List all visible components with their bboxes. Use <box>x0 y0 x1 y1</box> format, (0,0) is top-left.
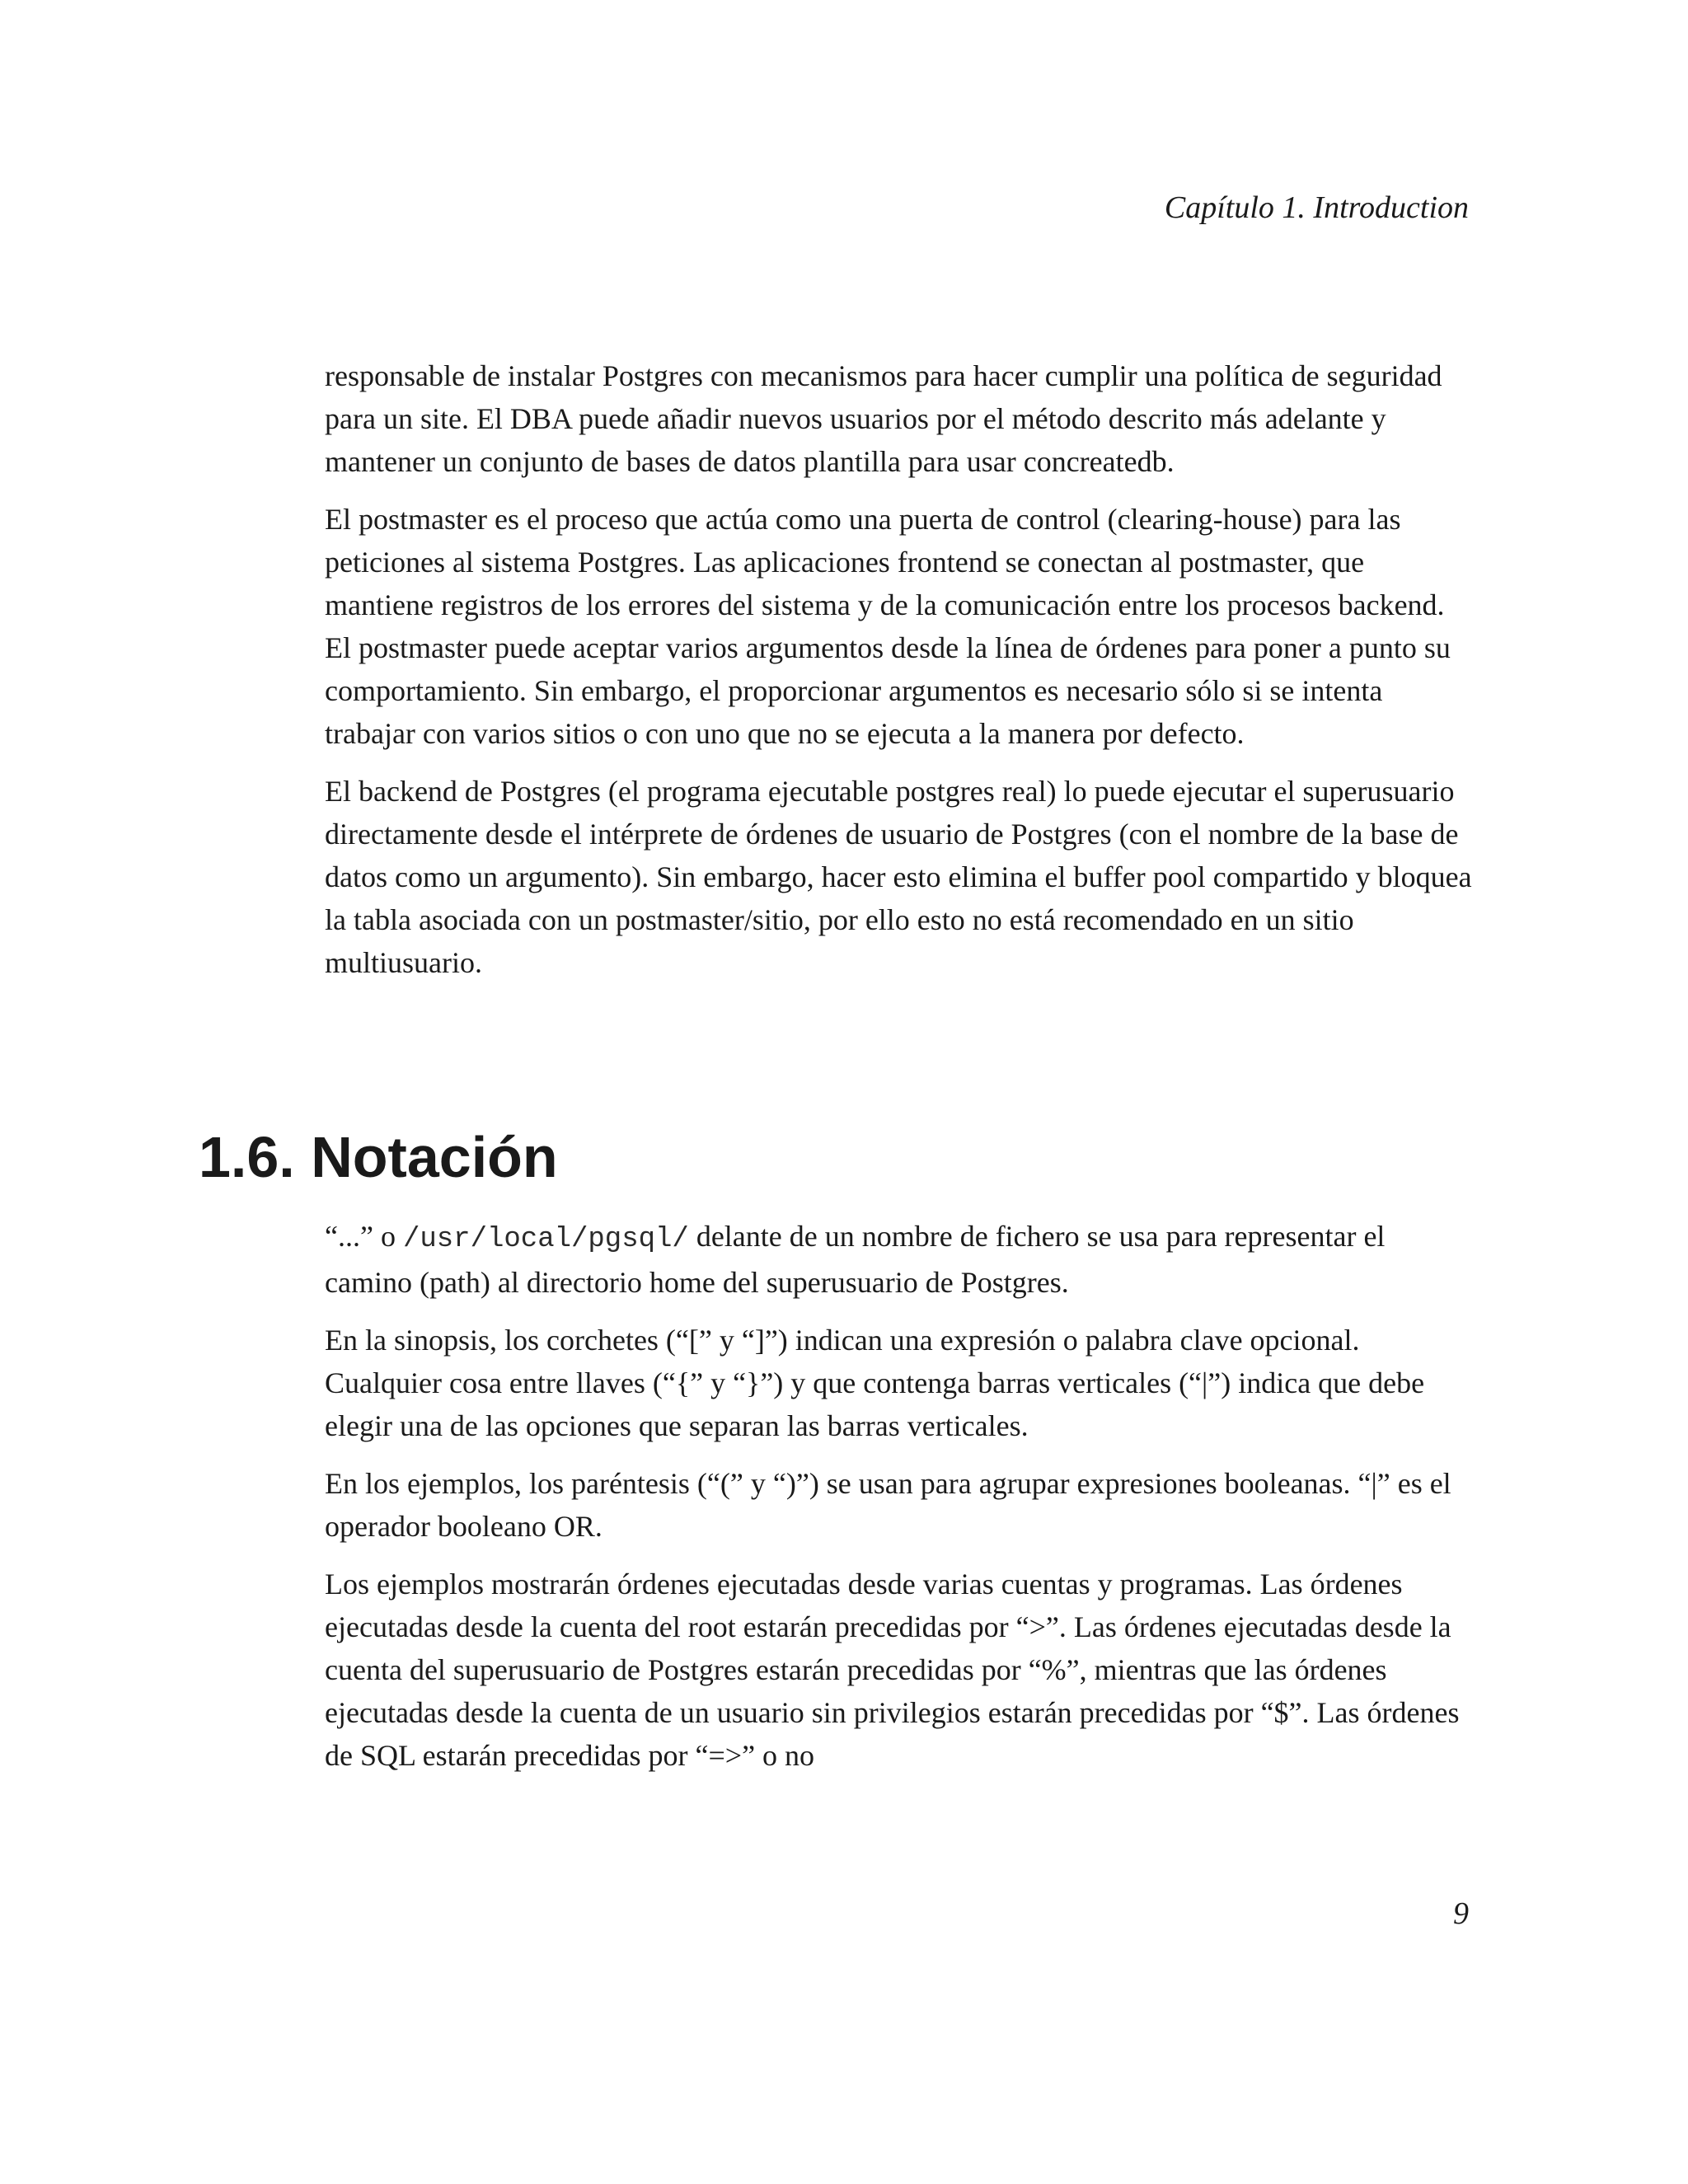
paragraph-postmaster: El postmaster es el proceso que actúa como una puerta de control (clearing-house) para las peticiones al sistema Postgres. Las aplicaciones frontend se conectan al postmaster, que mantiene registros de los errores del sistema y de la comunicación entre los procesos backend. El postmaster puede aceptar varios argumentos desde la línea de órdenes para poner a punto su comportamiento. Sin embargo, el proporcionar argumentos es necesario sólo si se intenta trabajar con varios sitios o con uno que no se ejecuta a la manera por defecto. <box>325 503 1451 750</box>
paragraph-dba-responsibility: responsable de instalar Postgres con mecanismos para hacer cumplir una política de seguridad para un site. El DBA puede añadir nuevos usuarios por el método descrito más adelante y mantener un conjunto de bases de datos plantilla para usar concreatedb. <box>325 359 1442 478</box>
section-heading-notation: 1.6. Notación <box>199 1125 558 1189</box>
notation-text-block <box>325 1215 1475 1792</box>
running-header: Capítulo 1. Introduction <box>1164 190 1469 225</box>
paragraph-backend: El backend de Postgres (el programa ejecutable postgres real) lo puede ejecutar el superusuario directamente desde el intérprete de órdenes de usuario de Postgres (con el nombre de la base de datos como un argumento). Sin embargo, hacer esto elimina el buffer pool compartido y bloquea la tabla asociada con un postmaster/sitio, por ello esto no está recomendado en un sitio multiusuario. <box>325 775 1472 979</box>
paragraph-examples-parentheses: En los ejemplos, los paréntesis (“(” y “)”) se usan para agrupar expresiones booleanas. “|” es el operador booleano OR. <box>325 1467 1451 1543</box>
paragraph-synopsis: En la sinopsis, los corchetes (“[” y “]”) indican una expresión o palabra clave opcional. Cualquier cosa entre llaves (“{” y “}”) y que contenga barras verticales (“|”) indica que debe elegir una de las opciones que separan las barras verticales. <box>325 1324 1425 1442</box>
paragraph-path-notation <box>325 1215 1475 1304</box>
page-number: 9 <box>1453 1896 1469 1931</box>
path-lead-text: “...” o <box>325 1220 403 1253</box>
paragraph-command-prompts: Los ejemplos mostrarán órdenes ejecutadas desde varias cuentas y programas. Las órdenes ejecutadas desde la cuenta del root estarán precedidas por “>”. Las órdenes ejecutadas desde la cuenta del superusuario de Postgres estarán precedidas por “%”, mientras que las órdenes ejecutadas desde la cuenta de un usuario sin privilegios estarán precedidas por “$”. Las órdenes de SQL estarán precedidas por “=>” o no <box>325 1568 1460 1772</box>
path-code: /usr/local/pgsql/ <box>402 1224 689 1255</box>
path-rest-text: delante de un nombre de fichero se usa para representar el camino (path) al directorio home del superusuario de Postgres. <box>325 1220 1386 1299</box>
intro-text-block <box>325 354 1475 999</box>
